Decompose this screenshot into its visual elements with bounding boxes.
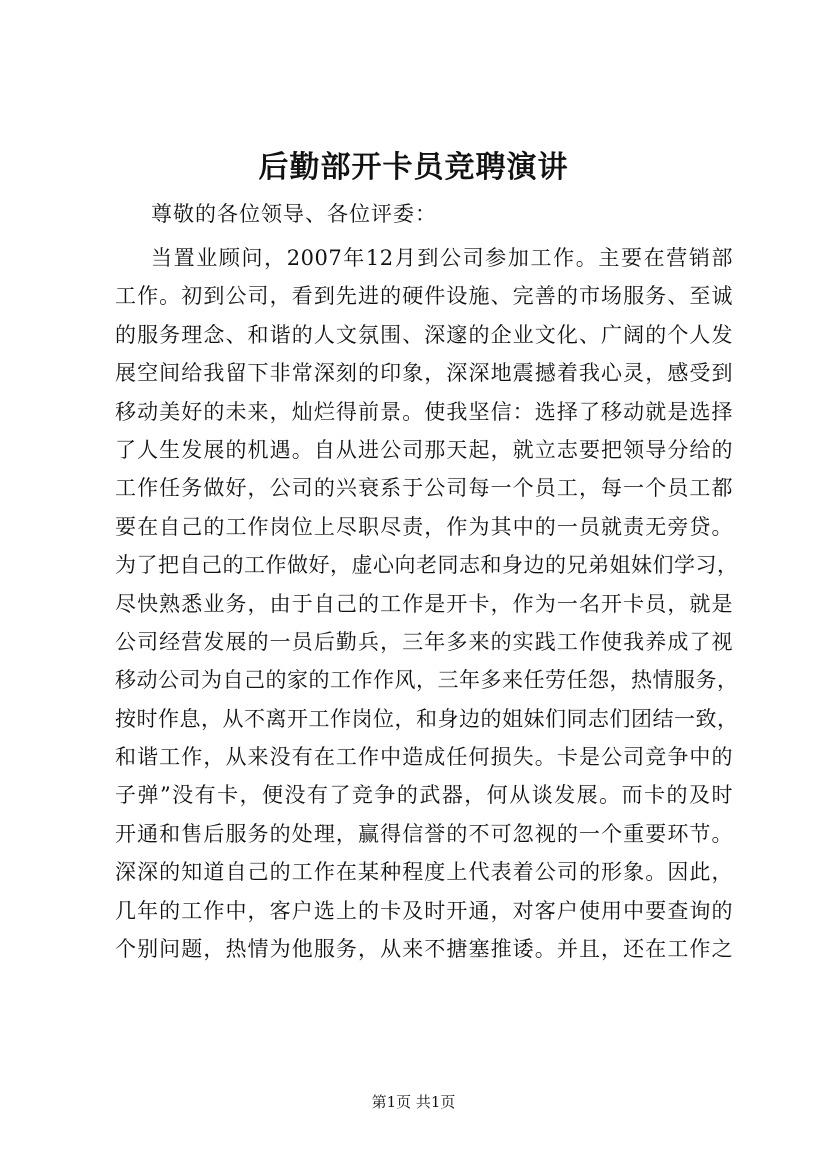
- body-line: 几年的工作中，客户选上的卡及时开通，对客户使用中要查询的: [115, 898, 733, 923]
- page-footer: 第1页 共1页: [371, 1093, 456, 1111]
- body-line: 深深的知道自己的工作在某种程度上代表着公司的形象。因此，: [115, 860, 733, 885]
- body-line: 当置业顾问，2007年12月到公司参加工作。主要在营销部: [151, 246, 733, 270]
- body-line: 个别问题，热情为他服务，从来不搪塞推诿。并且，还在工作之: [115, 937, 733, 962]
- body-line: 和谐工作，从来没有在工作中造成任何损失。卡是公司竞争中的: [115, 745, 733, 770]
- body-line: 工作任务做好，公司的兴衰系于公司每一个员工，每一个员工都: [115, 476, 733, 501]
- document-title: 后勤部开卡员竞聘演讲: [258, 150, 569, 185]
- body-line: 展空间给我留下非常深刻的印象，深深地震撼着我心灵，感受到: [115, 361, 733, 386]
- body-line: 了人生发展的机遇。自从进公司那天起，就立志要把领导分给的: [115, 437, 733, 462]
- body-line: 工作。初到公司，看到先进的硬件设施、完善的市场服务、至诚: [115, 284, 733, 309]
- body-line: 子弹”没有卡，便没有了竞争的武器，何从谈发展。而卡的及时: [115, 783, 733, 808]
- body-line: 开通和售后服务的处理，赢得信誉的不可忽视的一个重要环节。: [115, 821, 733, 846]
- body-line: 为了把自己的工作做好，虚心向老同志和身边的兄弟姐妹们学习，: [115, 553, 739, 578]
- body-line: 的服务理念、和谐的人文氛围、深邃的企业文化、广阔的个人发: [115, 322, 733, 347]
- body-line: 要在自己的工作岗位上尽职尽责，作为其中的一员就责无旁贷。: [115, 514, 733, 539]
- body-line: 按时作息，从不离开工作岗位，和身边的姐妹们同志们团结一致，: [115, 706, 739, 731]
- salutation: 尊敬的各位领导、各位评委：: [151, 202, 437, 226]
- body-line: 尽快熟悉业务，由于自己的工作是开卡，作为一名开卡员，就是: [115, 591, 733, 616]
- body-text: [115, 239, 739, 968]
- body-line: 公司经营发展的一员后勤兵，三年多来的实践工作使我养成了视: [115, 629, 733, 654]
- body-line: 移动公司为自己的家的工作作风，三年多来任劳任怨，热情服务，: [115, 668, 739, 693]
- body-line: 移动美好的未来，灿烂得前景。使我坚信：选择了移动就是选择: [115, 399, 733, 424]
